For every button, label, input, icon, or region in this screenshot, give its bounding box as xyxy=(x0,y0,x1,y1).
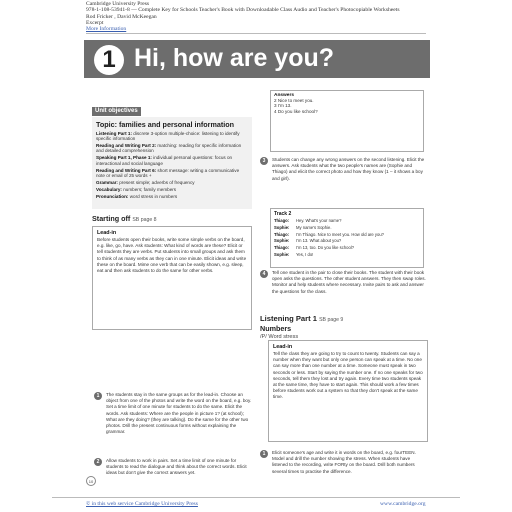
starting-off-heading: Starting off SB page 8 xyxy=(92,214,157,223)
website-link[interactable]: www.cambridge.org xyxy=(380,501,426,507)
lead-in-text: Tell the class they are going to try to count to twenty. Students can say a number when they want but only one person can speak at a time. No one can say more than one number at a time. Someone must speak in two seconds or less. Start by saying the number one. If no one speaks for two seconds, tell them they lost and try again. Every time two students speak at the same time, they have to start again. This should work a few times before students work out a system so that they don't speak at the same time. xyxy=(273,351,423,400)
transcript-row: Sophie: I'm 13. What about you? xyxy=(274,238,342,244)
objective-item: Reading and Writing Part 2: matching: reading for specific information and detailed comprehension xyxy=(96,143,242,154)
lead-in-box-left xyxy=(92,226,252,330)
answers-title: Answers xyxy=(274,93,294,98)
track-title: Track 2 xyxy=(274,211,292,217)
step-1-starting-off xyxy=(94,392,252,435)
copyright-link[interactable]: © in this web service Cambridge University Press xyxy=(86,501,198,507)
step-3-starting-off xyxy=(260,157,426,182)
header-divider xyxy=(86,33,426,34)
step-number-badge: 4 xyxy=(260,270,268,278)
publisher-name: Cambridge University Press xyxy=(86,1,150,7)
isbn-line: 978-1-108-53941-8 — Complete Key for Schools Teacher's Book with Downloadable Class Audio and Teacher's Photocopiable Worksheets xyxy=(86,7,400,14)
lead-in-title: Lead-in xyxy=(97,230,117,236)
objective-item: Listening Part 1: discrete 3-option multiple-choice: listening to identify specific information xyxy=(96,131,240,142)
unit-objectives-box xyxy=(92,117,252,209)
step-number-badge: 1 xyxy=(260,450,268,458)
answer-line: 4 Do you like school? xyxy=(274,108,318,114)
step-text: Elicit someone's age and write it in words on the board, e.g. fourTEEN. Model and drill the number showing the stress. When students have listened to the recording, write FORty on the board. Drill both numbers several times to practise the difference. xyxy=(272,450,416,474)
transcript-row: Thiago: Hey. What's your name? xyxy=(274,218,342,223)
page-header xyxy=(86,1,446,32)
step-4-starting-off xyxy=(260,270,426,295)
unit-topic: Topic: families and personal information xyxy=(96,120,235,129)
listening-part-1-heading: Listening Part 1 SB page 9 xyxy=(260,314,344,323)
footer-divider xyxy=(52,497,460,498)
lead-in-text: Before students open their books, write some simple verbs on the board, e.g. like, go, have. Ask students: What kind of words are these? Elicit or tell students they are verbs. Put students into small groups and ask them to think of as many verbs as they can in one minute. Elicit ideas and write these on the board. Mime one verb that can be easily shown, e.g. sleep, eat and then ask students to do the same for other verbs. xyxy=(97,237,247,274)
objective-item: Grammar: present simple; adverbs of frequency xyxy=(96,179,195,185)
lead-in-title: Lead-in xyxy=(273,344,293,350)
objective-item: Pronunciation: word stress in numbers xyxy=(96,193,178,199)
excerpt-label: Excerpt xyxy=(86,19,104,26)
transcript-row: Sophie: My name's Sophie. xyxy=(274,224,332,230)
step-number-badge: 2 xyxy=(94,458,102,466)
step-text: Students can change any wrong answers on the second listening. Elicit the answers. Ask students what the two people's names are (Sophie and Thiago) and elicit the correct photo and how they know (1 – it shows a boy and girl). xyxy=(272,157,425,181)
page-number: 10 xyxy=(86,476,96,486)
listening-page-ref: SB page 9 xyxy=(319,317,344,323)
step-2-starting-off xyxy=(94,458,252,477)
step-text: Allow students to work in pairs. Set a time limit of one minute for students to read the dialogue and think about the correct words. Elicit ideas but don't give the correct answers yet. xyxy=(106,458,247,476)
objective-item: Vocabulary: numbers; family members xyxy=(96,186,177,192)
step-number-badge: 3 xyxy=(260,157,268,165)
step-1-listening xyxy=(260,450,426,475)
unit-objectives-tab: Unit objectives xyxy=(92,107,141,116)
transcript-row: Thiago: I'm Thiago. Nice to meet you. How old are you? xyxy=(274,231,385,237)
numbers-subheading: Numbers xyxy=(260,324,292,333)
authors: Rod Fricker , David McKeegan xyxy=(86,13,157,20)
word-stress-label: /P/ Word stress xyxy=(260,334,299,340)
answer-line: 2 Nice to meet you. xyxy=(274,98,314,103)
step-text: The students stay in the same groups as for the lead-in. Choose an object from one of the photos and write the word on the board, e.g. boy. Set a time limit of one minute for students to do the same. Elicit the words. Ask students: Where are the people in picture 1? (at school); What are they doing? (they are talking). Do the same for the other two photos. Drill the present continuous forms without explaining the grammar. xyxy=(106,392,252,435)
more-information-link[interactable]: More Information xyxy=(86,26,127,33)
chapter-title-bar xyxy=(84,40,430,78)
objective-item: Reading and Writing Part 6: short message: writing a communicative note or email of 25 words + xyxy=(96,167,240,178)
transcript-row: Sophie: Yes, I do! xyxy=(274,251,314,257)
track-2-transcript-box xyxy=(270,208,424,268)
answers-box xyxy=(270,90,424,152)
objective-item: Speaking Part 1, Phase 1: individual personal questions: focus on interactional and social language xyxy=(96,155,233,166)
step-number-badge: 1 xyxy=(94,392,102,400)
lead-in-box-right xyxy=(268,340,428,442)
answer-line: 3 I'm 13. xyxy=(274,103,292,109)
step-text: Tell one student in the pair to close their books. The student with their book open asks the questions. The other student answers. They then swap roles. Monitor and help students where necessary. Invite pairs to ask and answer the questions for the class. xyxy=(272,270,426,294)
chapter-number: 1 xyxy=(94,45,124,75)
transcript-row: Thiago: I'm 13, too. Do you like school? xyxy=(274,245,355,251)
book-page xyxy=(84,40,430,492)
starting-off-page-ref: SB page 8 xyxy=(132,217,157,223)
chapter-title: Hi, how are you? xyxy=(134,44,335,72)
